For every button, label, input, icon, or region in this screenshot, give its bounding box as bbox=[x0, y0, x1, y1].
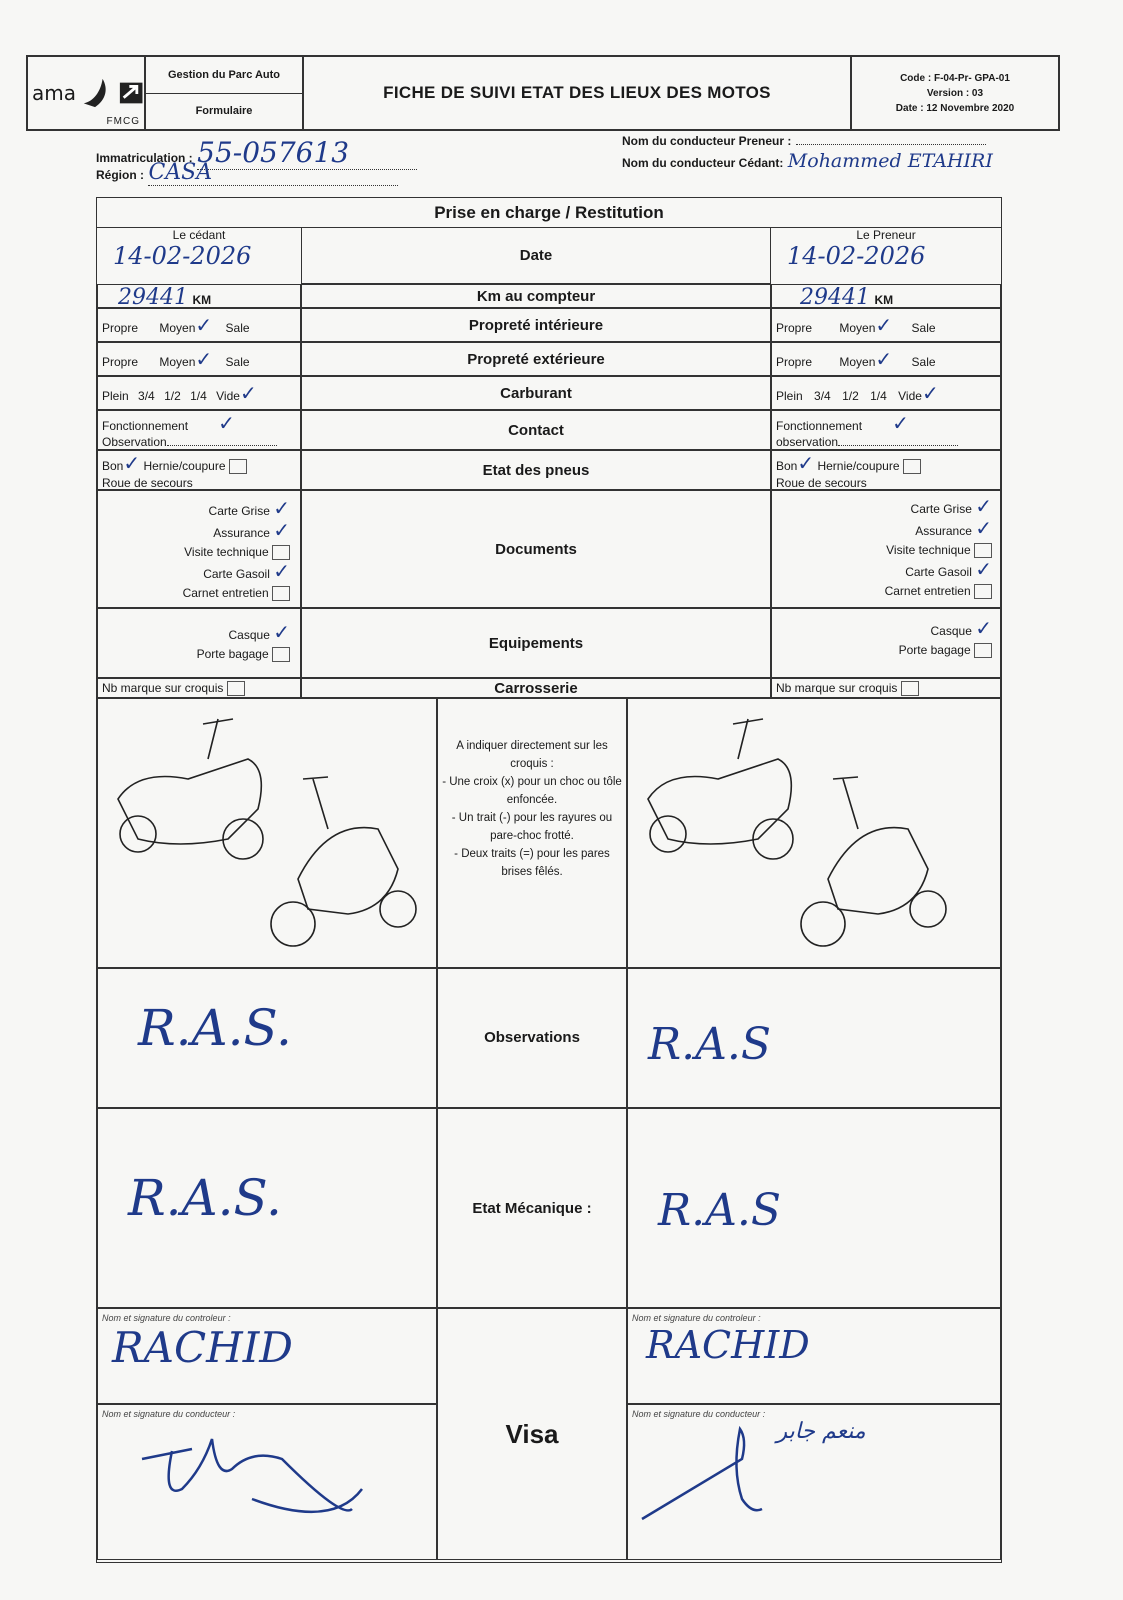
section-title: Prise en charge / Restitution bbox=[97, 198, 1001, 228]
opt-carnet: Carnet entretien bbox=[182, 586, 269, 600]
opt-sale: Sale bbox=[911, 321, 936, 335]
preneur-controleur-signature: RACHID bbox=[646, 1323, 810, 1367]
cedant-km-value: 29441 bbox=[118, 285, 188, 310]
opt-3-4: 3/4 bbox=[814, 389, 831, 403]
opt-porte-bagage: Porte bagage bbox=[196, 647, 269, 661]
opt-plein: Plein bbox=[102, 389, 129, 403]
opt-sale: Sale bbox=[911, 355, 936, 369]
cedant-conducteur-sig bbox=[97, 1404, 437, 1560]
opt-carte-gasoil: Carte Gasoil bbox=[905, 565, 972, 579]
preneur-equipements bbox=[771, 608, 1001, 678]
preneur-prop-ext bbox=[771, 342, 1001, 376]
opt-nb-marque: Nb marque sur croquis bbox=[102, 681, 224, 695]
cedant-carburant bbox=[97, 376, 301, 410]
opt-1-2: 1/2 bbox=[164, 389, 181, 403]
check-mark-icon: ✓ bbox=[875, 313, 893, 337]
preneur-mecanique: R.A.S bbox=[627, 1108, 1001, 1308]
pneus-label: Etat des pneus bbox=[301, 450, 771, 490]
cedant-contact bbox=[97, 410, 301, 450]
opt-propre: Propre bbox=[102, 355, 139, 369]
opt-roue: Roue de secours bbox=[776, 476, 867, 490]
cedant-prop-int bbox=[97, 308, 301, 342]
documents-label: Documents bbox=[301, 490, 771, 608]
cedant-name-field bbox=[622, 150, 993, 172]
km-label: Km au compteur bbox=[301, 284, 771, 308]
opt-1-4: 1/4 bbox=[870, 389, 887, 403]
immatriculation-value: 55-057613 bbox=[197, 136, 417, 170]
department-label: Gestion du Parc Auto bbox=[146, 57, 302, 94]
controleur-sig-label: Nom et signature du controleur : bbox=[632, 1313, 761, 1323]
opt-bon: Bon bbox=[776, 459, 798, 473]
logo-subtext: FMCG bbox=[106, 116, 140, 127]
cedant-controleur-signature: RACHID bbox=[112, 1323, 293, 1372]
opt-assurance: Assurance bbox=[915, 524, 972, 538]
preneur-conducteur-sig bbox=[627, 1404, 1001, 1560]
opt-vide: Vide bbox=[898, 389, 922, 403]
controleur-sig-label: Nom et signature du controleur : bbox=[102, 1313, 231, 1323]
opt-observation: Observation bbox=[102, 435, 167, 449]
opt-moyen: Moyen bbox=[839, 321, 876, 335]
date-label: Date bbox=[301, 228, 771, 284]
logo-bird-icon bbox=[80, 74, 118, 112]
preneur-sketch bbox=[627, 698, 1001, 968]
cedant-prop-ext bbox=[97, 342, 301, 376]
opt-carte-grise: Carte Grise bbox=[208, 504, 270, 518]
prop-ext-label: Propreté extérieure bbox=[301, 342, 771, 376]
cedant-signature-drawing-icon bbox=[132, 1419, 372, 1529]
opt-bon: Bon bbox=[102, 459, 124, 473]
preneur-contact bbox=[771, 410, 1001, 450]
preneur-documents bbox=[771, 490, 1001, 608]
cedant-km bbox=[97, 284, 301, 308]
opt-moyen: Moyen bbox=[839, 355, 876, 369]
check-mark-icon: ✓ bbox=[921, 381, 939, 405]
opt-porte-bagage: Porte bagage bbox=[898, 643, 971, 657]
opt-hernie: Hernie/coupure bbox=[143, 459, 226, 473]
carrosserie-label: Carrosserie bbox=[301, 678, 771, 698]
cedant-documents bbox=[97, 490, 301, 608]
preneur-date: 14-02-2026 bbox=[787, 242, 926, 270]
opt-casque: Casque bbox=[228, 628, 270, 642]
check-mark-icon: ✓ bbox=[195, 313, 213, 337]
opt-visite: Visite technique bbox=[184, 545, 269, 559]
conducteur-sig-label: Nom et signature du conducteur : bbox=[102, 1409, 236, 1419]
cedant-name-label: Nom du conducteur Cédant: bbox=[622, 156, 784, 170]
check-mark-icon: ✓ bbox=[875, 347, 893, 371]
opt-vide: Vide bbox=[216, 389, 240, 403]
opt-roue: Roue de secours bbox=[102, 476, 193, 490]
opt-assurance: Assurance bbox=[213, 526, 270, 540]
preneur-carburant bbox=[771, 376, 1001, 410]
check-mark-icon: ✓ bbox=[239, 381, 257, 405]
check-mark-icon: ✓ bbox=[797, 451, 815, 475]
check-mark-icon: ✓ bbox=[975, 516, 992, 540]
conducteur-sig-label: Nom et signature du conducteur : bbox=[632, 1409, 766, 1419]
opt-hernie: Hernie/coupure bbox=[817, 459, 900, 473]
cedant-mecanique: R.A.S. bbox=[97, 1108, 437, 1308]
preneur-conducteur-name: منعم جابر bbox=[776, 1419, 866, 1444]
inspection-form bbox=[96, 197, 1002, 1563]
cedant-sketch bbox=[97, 698, 437, 968]
opt-nb-marque: Nb marque sur croquis bbox=[776, 681, 898, 695]
sketch-instructions: A indiquer directement sur les croquis : - Une croix (x) pour un choc ou tôle enfoncée. - Un trait (-) pour les rayures ou pare-choc frotté. - Deux traits (=) pour les pares brises fêlés. bbox=[437, 698, 627, 968]
visa-label: Visa bbox=[437, 1308, 627, 1560]
document-header bbox=[26, 55, 1060, 131]
observations-label: Observations bbox=[437, 968, 627, 1108]
document-title: FICHE DE SUIVI ETAT DES LIEUX DES MOTOS bbox=[304, 57, 852, 129]
doc-version: Version : 03 bbox=[926, 87, 984, 99]
logo-arrow-icon bbox=[118, 80, 144, 106]
cedant-name-value: Mohammed ETAHIRI bbox=[787, 150, 993, 172]
preneur-signature-drawing-icon bbox=[632, 1419, 772, 1529]
opt-carte-grise: Carte Grise bbox=[910, 502, 972, 516]
preneur-nb-marque bbox=[771, 678, 1001, 698]
opt-sale: Sale bbox=[225, 355, 250, 369]
opt-3-4: 3/4 bbox=[138, 389, 155, 403]
opt-plein: Plein bbox=[776, 389, 803, 403]
check-mark-icon: ✓ bbox=[195, 347, 213, 371]
region-label: Région : bbox=[96, 168, 144, 182]
cedant-header: Le cédant bbox=[172, 228, 226, 242]
logo-text: ama bbox=[32, 81, 76, 105]
equipements-label: Equipements bbox=[301, 608, 771, 678]
doc-type-label: Formulaire bbox=[195, 105, 253, 118]
km-unit-label: KM bbox=[192, 293, 212, 307]
check-mark-icon: ✓ bbox=[975, 494, 992, 518]
department-box bbox=[146, 57, 304, 129]
scooter-sketch-icon bbox=[628, 699, 998, 965]
preneur-name-label: Nom du conducteur Preneur : bbox=[622, 134, 792, 148]
immatriculation-label: Immatriculation : bbox=[96, 151, 193, 165]
check-mark-icon: ✓ bbox=[975, 616, 992, 640]
opt-moyen: Moyen bbox=[159, 355, 196, 369]
contact-label: Contact bbox=[301, 410, 771, 450]
opt-observation: observation bbox=[776, 435, 839, 449]
preneur-km-value: 29441 bbox=[800, 285, 870, 310]
cedant-nb-marque bbox=[97, 678, 301, 698]
check-mark-icon: ✓ bbox=[975, 557, 992, 581]
region-value: CASA bbox=[148, 160, 398, 186]
preneur-pneus bbox=[771, 450, 1001, 490]
opt-propre: Propre bbox=[776, 355, 813, 369]
company-logo bbox=[28, 57, 146, 129]
check-mark-icon: ✓ bbox=[273, 496, 290, 520]
doc-code: Code : F-04-Pr- GPA-01 bbox=[900, 72, 1010, 84]
scooter-sketch-icon bbox=[98, 699, 434, 965]
opt-casque: Casque bbox=[930, 624, 972, 638]
cedant-date: 14-02-2026 bbox=[113, 242, 252, 270]
check-mark-icon: ✓ bbox=[273, 620, 290, 644]
opt-carte-gasoil: Carte Gasoil bbox=[203, 567, 270, 581]
check-mark-icon: ✓ bbox=[123, 451, 141, 475]
opt-sale: Sale bbox=[225, 321, 250, 335]
preneur-km bbox=[771, 284, 1001, 308]
opt-1-4: 1/4 bbox=[190, 389, 207, 403]
opt-carnet: Carnet entretien bbox=[884, 584, 971, 598]
opt-moyen: Moyen bbox=[159, 321, 196, 335]
region-field bbox=[96, 160, 398, 186]
document-code-box bbox=[852, 57, 1058, 129]
cedant-controleur-sig bbox=[97, 1308, 437, 1404]
opt-visite: Visite technique bbox=[886, 543, 971, 557]
cedant-pneus bbox=[97, 450, 301, 490]
check-mark-icon: ✓ bbox=[273, 518, 290, 542]
prop-int-label: Propreté intérieure bbox=[301, 308, 771, 342]
cedant-observation: R.A.S. bbox=[97, 968, 437, 1108]
km-unit-label: KM bbox=[874, 293, 894, 307]
preneur-observation: R.A.S bbox=[627, 968, 1001, 1108]
preneur-name-field bbox=[622, 132, 986, 150]
check-mark-icon: ✓ bbox=[273, 559, 290, 583]
opt-fonctionnement: Fonctionnement bbox=[102, 419, 189, 433]
opt-1-2: 1/2 bbox=[842, 389, 859, 403]
cedant-equipements bbox=[97, 608, 301, 678]
mecanique-label: Etat Mécanique : bbox=[437, 1108, 627, 1308]
check-mark-icon: ✓ bbox=[218, 411, 235, 435]
preneur-prop-int bbox=[771, 308, 1001, 342]
check-mark-icon: ✓ bbox=[892, 411, 909, 435]
carburant-label: Carburant bbox=[301, 376, 771, 410]
doc-date: Date : 12 Novembre 2020 bbox=[895, 102, 1015, 114]
opt-fonctionnement: Fonctionnement bbox=[776, 419, 863, 433]
opt-propre: Propre bbox=[776, 321, 813, 335]
preneur-controleur-sig bbox=[627, 1308, 1001, 1404]
opt-propre: Propre bbox=[102, 321, 139, 335]
preneur-header: Le Preneur bbox=[856, 228, 916, 242]
